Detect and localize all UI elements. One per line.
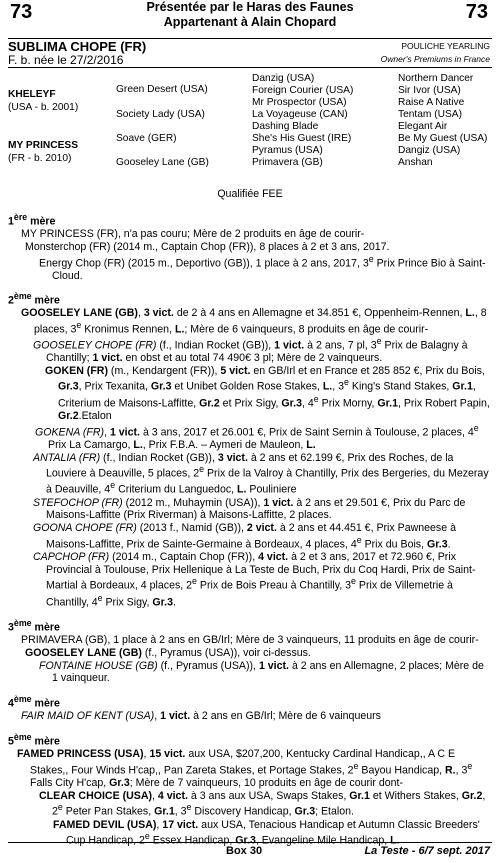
produce-gooseley-chope: GOOSELEY CHOPE (FR) (f., Indian Rocket (GB)), 1 vict. à 2 ans, 7 pl, 3e Prix de Balagny à Chantilly; 1 vict. en obst et au total 74 490€ 3 pl; Mère de 2 vainqueurs. [33,335,468,364]
ggg-0: Northern Dancer [398,73,474,84]
box-number: Box 30 [226,845,263,857]
gg-2: Mr Prospector (USA) [252,97,347,108]
ggg-3: Tentam (USA) [398,109,462,120]
horse-type: POULICHE YEARLING [401,41,490,51]
ggg-6: Dangiz (USA) [398,145,461,156]
ggg-4: Elegant Air [398,121,448,132]
section-1ere-mere: 1ère mère [8,212,56,228]
granddam-sire-side: Society Lady (USA) [116,109,205,120]
ggg-2: Raise A Native [398,97,465,108]
pedigree-rule [8,67,492,68]
produce-antalia: ANTALIA (FR) (f., Indian Rocket (GB)), 3 vict. à 2 ans et 62.199 €, Prix des Roches, de la Louviere à Deauville, 5 places, 2e Prix de la Valroy à Chantilly, Prix des Bergeries, du Mezeray à Deauville, 4e Criterium du Languedoc, L. Pouliniere [33,451,489,496]
horse-desc: F. b. née le 27/2/2016 [8,53,124,67]
ggg-7: Anshan [398,157,433,168]
fifth-dam: FAMED PRINCESS (USA), 15 vict. aux USA, $207,200, Kentucky Cardinal Handicap,, A C E Stakes,, Four Winds H'cap,, Pan Zareta Stakes, et Portage Stakes, 2e Bayou Handicap, R., 3e Falls City H'cap, Gr.3; Mère de 7 vainqueurs, 10 produits en âge de courir dont- [17,748,473,790]
gg-1: Foreign Courier (USA) [252,85,354,96]
grandsire: Green Desert (USA) [116,84,208,95]
gg-6: Pyramus (USA) [252,145,323,156]
sire-info: (USA - b. 2001) [8,102,79,113]
section-3eme-mere: 3ème mère [8,617,60,634]
produce-clear-choice: CLEAR CHOICE (USA), 4 vict. à 3 ans aux USA, Swaps Stakes, Gr.1 et Withers Stakes, Gr.2, 2e Peter Pan Stakes, Gr.1, 3e Discovery Handicap, Gr.3; Etalon. [39,789,486,818]
produce-famed-devil: FAMED DEVIL (USA), 17 vict. aux USA, Tenacious Handicap et Autumn Classic Breeders' Cup Handicap, 2e Essex Handicap, Gr.3, Evangeline Mile Handicap, L. [53,818,480,847]
produce-gooseley-lane: GOOSELEY LANE (GB) (f., Pyramus (USA)), voir ci-dessus. [25,646,311,659]
dam-name: MY PRINCESS [8,140,79,151]
gg-4: Dashing Blade [252,121,319,132]
section-4eme-mere: 4ème mère [8,693,60,710]
produce-energy-chop: Energy Chop (FR) (2015 m., Deportivo (GB)), 1 place à 2 ans, 2017, 3e Prix Prince Bio à Saint-Cloud. [39,253,486,282]
header-line1: Présentée par le Haras des Faunes [146,0,354,14]
third-dam-primavera: PRIMAVERA (GB), 1 place à 2 ans en GB/Irl; Mère de 3 vainqueurs, 11 produits en âge de courir- [21,634,479,647]
produce-capchop: CAPCHOP (FR) (2014 m., Captain Chop (FR)), 4 vict. à 2 et 3 ans, 2017 et 72.960 €, Prix Provincial à Toulouse, Prix Hellenique à La Teste de Buch, Prix du Coq Hardi, Prix de Saint-Martial à Bordeaux, 4 places, 2e Prix de Bois Preau à Chantilly, 3e Prix de Villemetrie à Chantilly, 4e Prix Sigy, Gr.3. [33,551,476,609]
family-notes [8,208,492,848]
gg-5: She's His Guest (IRE) [252,133,352,144]
owner-premiums: Owner's Premiums in France [380,54,490,64]
sire-name: KHELEYF [8,89,56,100]
ggg-1: Sir Ivor (USA) [398,85,461,96]
gg-3: La Voyageuse (CAN) [252,109,348,120]
produce-fontaine-house: FONTAINE HOUSE (GB) (f., Pyramus (USA)), 1 vict. à 2 ans en Allemagne, 2 places; Mère de 1 vainqueur. [39,659,484,685]
lot-number-left: 73 [10,1,33,23]
fourth-dam: FAIR MAID OF KENT (USA), 1 vict. à 2 ans en GB/Irl; Mère de 6 vainqueurs [21,710,381,723]
produce-stefochop: STEFOCHOP (FR) (2012 m., Muhaymin (USA)), 1 vict. à 2 ans et 29.501 €, Prix du Parc de Maisons-Laffitte (Prix Riverman) à Maisons-Laffitte, 2 places. [33,496,466,522]
footer-rule [8,842,492,843]
produce-monsterchop: Monsterchop (FR) (2014 m., Captain Chop (FR)), 8 places à 2 et 3 ans, 2017. [25,240,390,253]
sale-info: La Teste - 6/7 sept. 2017 [364,845,490,857]
dam-info: (FR - b. 2010) [8,153,72,164]
gg-0: Danzig (USA) [252,73,315,84]
produce-gokena: GOKENA (FR), 1 vict. à 3 ans, 2017 et 26.001 €, Prix de Saint Sernin à Toulouse, 2 places, 4e Prix La Camargo, L., Prix F.B.A. – Aymeri de Mauleon, L. [35,422,479,451]
lot-number-right: 73 [465,1,488,23]
granddam-gooseley: GOOSELEY LANE (GB), 3 vict. de 2 à 4 ans en Allemagne et 34.851 €, Oppenheim-Rennen, L., 8 places, 3e Kronimus Rennen, L.; Mère de 6 vainqueurs, 8 produits en âge de courir- [21,306,487,336]
header [100,0,400,30]
produce-goken: GOKEN (FR) (m., Kendargent (FR)), 5 vict. en GB/Irl et en France et 285 852 €, Prix du Bois, Gr.3, Prix Texanita, Gr.3 et Unibet Golden Rose Stakes, L., 3e King's Stand Stakes, Gr.1, Criterium de Maisons-Laffitte, Gr.2 et Prix Sigy, Gr.3, 4e Prix Morny, Gr.1, Prix Robert Papin, Gr.2.Etalon [45,364,490,422]
horse-name: SUBLIMA CHOPE (FR) [8,39,147,54]
gg-7: Primavera (GB) [252,157,323,168]
section-5eme-mere: 5ème mère [8,731,60,748]
dam-sire: Soave (GER) [116,133,177,144]
ggg-5: Be My Guest (USA) [398,133,488,144]
qualified-note: Qualifiée FEE [217,188,283,200]
header-line2: Appartenant à Alain Chopard [163,15,337,29]
dam-summary: MY PRINCESS (FR), n'a pas couru; Mère de 2 produits en âge de courir- [21,228,365,241]
produce-goona-chope: GOONA CHOPE (FR) (2013 f., Namid (GB)), 2 vict. à 2 ans et 44.451 €, Prix Pawneese à Maisons-Laffitte, Prix de Sainte-Germaine à Bordeaux, 4 places, 4e Prix du Bois, Gr.3. [33,522,456,551]
granddam: Gooseley Lane (GB) [116,157,209,168]
section-2eme-mere: 2ème mère [8,290,60,307]
